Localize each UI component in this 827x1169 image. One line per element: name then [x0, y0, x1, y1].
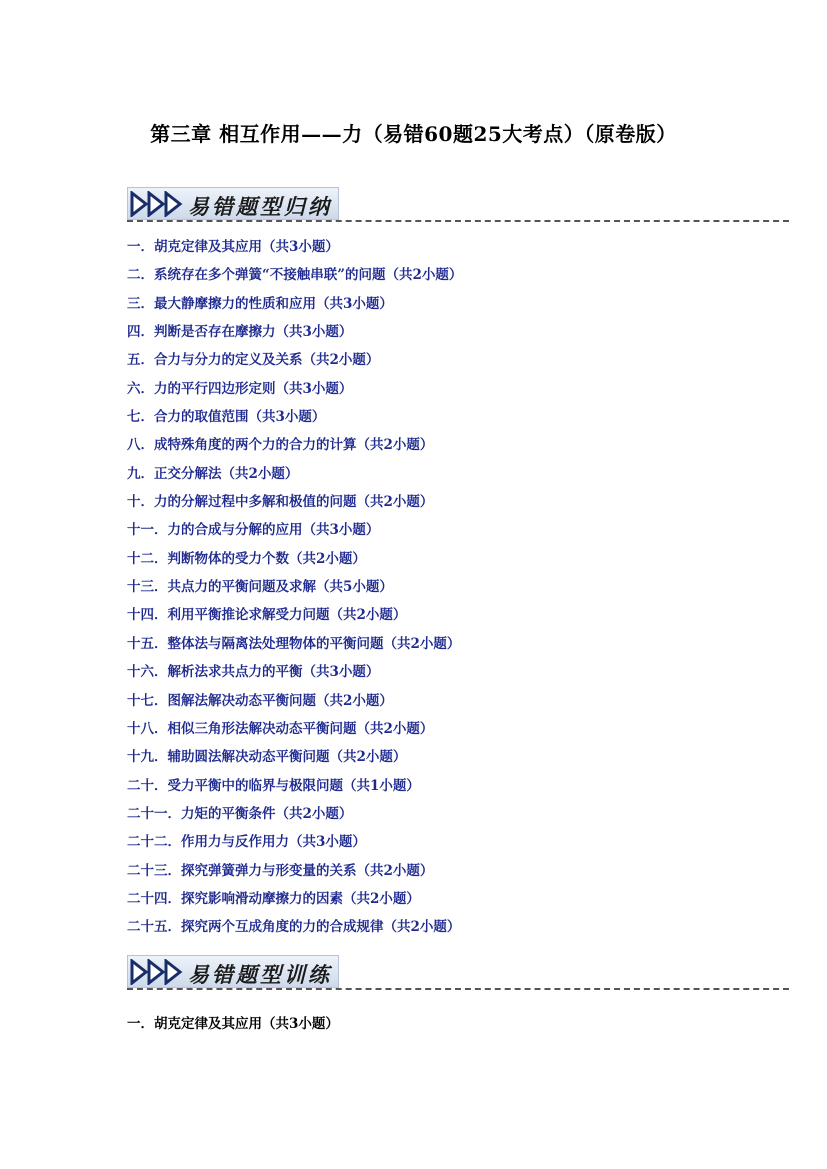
toc-item[interactable]: 二十三．探究弹簧弹力与形变量的关系（共2小题） — [127, 862, 434, 879]
toc-item[interactable]: 二十四．探究影响滑动摩擦力的因素（共2小题） — [127, 890, 420, 907]
toc-item[interactable]: 十．力的分解过程中多解和极值的问题（共2小题） — [127, 494, 434, 511]
banner-label: 易错题型训练 — [188, 963, 332, 987]
toc-list — [127, 237, 462, 946]
toc-item[interactable]: 六．力的平行四边形定则（共3小题） — [127, 380, 353, 397]
toc-item[interactable]: 十三．共点力的平衡问题及求解（共5小题） — [127, 579, 393, 596]
toc-item[interactable]: 二．系统存在多个弹簧“不接触串联”的问题（共2小题） — [127, 267, 463, 284]
toc-item[interactable]: 十五．整体法与隔离法处理物体的平衡问题（共2小题） — [127, 635, 461, 652]
divider — [127, 220, 789, 222]
toc-item[interactable]: 十六．解析法求共点力的平衡（共3小题） — [127, 664, 380, 681]
section-heading: 一．胡克定律及其应用（共3小题） — [127, 1016, 339, 1032]
banner-summary — [127, 187, 789, 223]
toc-item[interactable]: 十九．辅助圆法解决动态平衡问题（共2小题） — [127, 749, 407, 766]
triple-arrow-icon — [130, 959, 186, 985]
toc-item[interactable]: 十八．相似三角形法解决动态平衡问题（共2小题） — [127, 720, 434, 737]
banner-training — [127, 955, 789, 991]
toc-item[interactable]: 十四．利用平衡推论求解受力问题（共2小题） — [127, 607, 407, 624]
toc-item[interactable]: 四．判断是否存在摩擦力（共3小题） — [127, 324, 353, 341]
toc-item[interactable]: 三．最大静摩擦力的性质和应用（共3小题） — [127, 295, 393, 312]
toc-item[interactable]: 二十一．力矩的平衡条件（共2小题） — [127, 805, 353, 822]
toc-item[interactable]: 十七．图解法解决动态平衡问题（共2小题） — [127, 692, 393, 709]
toc-item[interactable]: 七．合力的取值范围（共3小题） — [127, 409, 326, 426]
toc-item[interactable]: 九．正交分解法（共2小题） — [127, 465, 299, 482]
toc-item[interactable]: 八．成特殊角度的两个力的合力的计算（共2小题） — [127, 437, 434, 454]
page-title: 第三章 相互作用——力（易错60题25大考点）（原卷版） — [150, 122, 677, 146]
banner-box — [127, 955, 339, 988]
toc-item[interactable]: 二十．受力平衡中的临界与极限问题（共1小题） — [127, 777, 420, 794]
toc-item[interactable]: 一．胡克定律及其应用（共3小题） — [127, 239, 339, 255]
toc-item[interactable]: 二十二．作用力与反作用力（共3小题） — [127, 834, 366, 851]
banner-box — [127, 187, 339, 220]
toc-item[interactable]: 十一．力的合成与分解的应用（共3小题） — [127, 522, 380, 539]
banner-label: 易错题型归纳 — [188, 195, 332, 219]
toc-item[interactable]: 五．合力与分力的定义及关系（共2小题） — [127, 352, 380, 369]
toc-item[interactable]: 二十五．探究两个互成角度的力的合成规律（共2小题） — [127, 919, 461, 936]
divider — [127, 988, 789, 990]
toc-item[interactable]: 十二．判断物体的受力个数（共2小题） — [127, 550, 366, 567]
triple-arrow-icon — [130, 191, 186, 217]
